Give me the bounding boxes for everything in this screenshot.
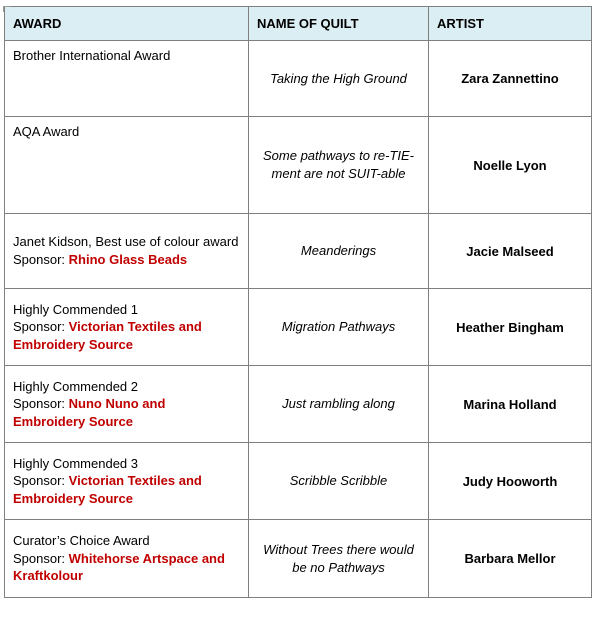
sponsor-name: Nuno Nuno and Embroidery Source (13, 396, 166, 429)
award-title: Brother International Award (13, 48, 171, 63)
award-cell (5, 214, 249, 289)
table-header (5, 7, 592, 41)
award-cell (5, 443, 249, 520)
sponsor-label: Sponsor: (13, 550, 69, 566)
table-row (5, 41, 592, 117)
quilt-name-cell: Meanderings (249, 214, 429, 289)
sponsor-line (13, 251, 240, 269)
table-row (5, 443, 592, 520)
table-body (5, 41, 592, 598)
quilt-name-cell: Just rambling along (249, 366, 429, 443)
column-header-award: AWARD (5, 7, 249, 41)
sponsor-label: Sponsor: (13, 319, 69, 335)
quilt-name-cell: Some pathways to re-TIE-ment are not SUIT-able (249, 117, 429, 214)
table-header-row (5, 7, 592, 41)
award-title: Curator’s Choice Award (13, 533, 150, 549)
artist-cell: Heather Bingham (429, 289, 592, 366)
artist-cell: Noelle Lyon (429, 117, 592, 214)
awards-table (4, 6, 592, 598)
sponsor-line (13, 318, 240, 353)
table-row (5, 117, 592, 214)
page-corner-mark (3, 6, 10, 12)
sponsor-label: Sponsor: (13, 252, 69, 267)
artist-cell: Marina Holland (429, 366, 592, 443)
award-cell (5, 366, 249, 443)
artist-cell: Zara Zannettino (429, 41, 592, 117)
quilt-name-cell: Migration Pathways (249, 289, 429, 366)
sponsor-line (13, 550, 240, 585)
sponsor-name: Whitehorse Artspace and Kraftkolour (13, 550, 225, 584)
award-title: Highly Commended 2 (13, 378, 139, 394)
quilt-name-cell: Without Trees there would be no Pathways (249, 520, 429, 598)
sponsor-line (13, 395, 240, 430)
award-title: Highly Commended 3 (13, 455, 139, 471)
award-cell (5, 117, 249, 214)
table-row (5, 366, 592, 443)
sponsor-name: Rhino Glass Beads (68, 252, 188, 267)
sponsor-line (13, 472, 240, 507)
award-title: Highly Commended 1 (13, 301, 139, 317)
column-header-artist: ARTIST (429, 7, 592, 41)
quilt-name-cell: Taking the High Ground (249, 41, 429, 117)
artist-cell: Jacie Malseed (429, 214, 592, 289)
sponsor-name: Victorian Textiles and Embroidery Source (13, 319, 202, 352)
award-cell (5, 520, 249, 598)
quilt-name-cell: Scribble Scribble (249, 443, 429, 520)
artist-cell: Barbara Mellor (429, 520, 592, 598)
sponsor-label: Sponsor: (13, 473, 69, 489)
award-title: Janet Kidson, Best use of colour award (13, 234, 239, 250)
award-cell (5, 289, 249, 366)
table-row (5, 289, 592, 366)
column-header-name-of-quilt: NAME OF QUILT (249, 7, 429, 41)
award-title: AQA Award (13, 124, 80, 139)
award-cell (5, 41, 249, 117)
sponsor-label: Sponsor: (13, 396, 69, 412)
table-row (5, 520, 592, 598)
artist-cell: Judy Hooworth (429, 443, 592, 520)
table-row (5, 214, 592, 289)
sponsor-name: Victorian Textiles and Embroidery Source (13, 473, 202, 506)
